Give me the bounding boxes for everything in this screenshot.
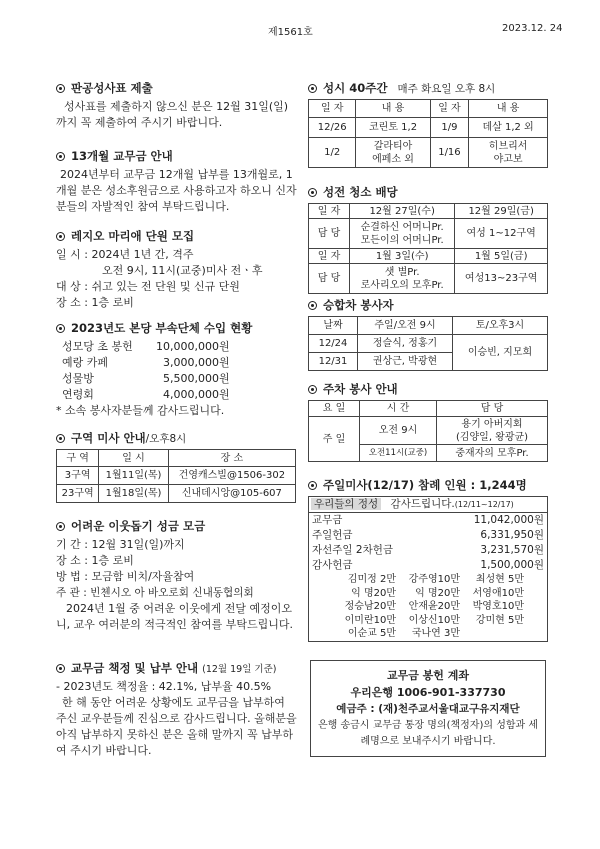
bullet-icon — [308, 385, 317, 394]
table-header: 토/오후3시 — [453, 317, 548, 335]
kitchen-section — [308, 381, 548, 462]
account-title: 교무금 봉헌 계좌 — [386, 669, 470, 682]
bullet-icon — [56, 434, 65, 443]
donor-row: 익 명20만 익 명20만 서영애10만 — [351, 587, 524, 599]
table-row: 1/2 갈라티아 에페소 외 1/16 히브리서 야고보 — [309, 138, 548, 168]
offering-box — [308, 496, 548, 642]
legion-section — [56, 228, 298, 311]
donor-list — [312, 573, 544, 641]
table-header: 일 자 — [430, 100, 469, 118]
table-header: 내 용 — [469, 100, 548, 118]
tithe-rate: - 2023년도 책정율 : 42.1%, 납부율 40.5% — [56, 680, 272, 693]
visit-section — [308, 184, 548, 294]
altar-table — [308, 316, 548, 371]
revenue-row: 연령회 4,000,000원 — [62, 388, 230, 401]
account-number: 우리은행 1006-901-337730 — [350, 686, 506, 699]
bullet-icon — [56, 84, 65, 93]
offering-row: 교무금 11,042,000원 — [312, 514, 544, 526]
table-header: 날짜 — [309, 317, 358, 335]
revenue-row: 성물방 5,500,000원 — [62, 372, 230, 385]
issue-date: 2023.12. 24 — [502, 23, 563, 34]
table-header: 일 시 — [99, 450, 168, 467]
offering-row: 감사헌금 1,500,000원 — [312, 559, 544, 571]
bullet-icon — [308, 84, 317, 93]
tithe-section — [56, 660, 298, 759]
tithe-title: 교무금 책정 및 납부 안내 (12월 19일 기준) — [56, 660, 298, 676]
charity-title: 어려운 이웃돕기 성금 모금 — [56, 518, 298, 534]
legion-line: 대 상 : 쉬고 있는 전 단원 및 신규 단원 — [56, 280, 240, 293]
bullet-icon — [56, 232, 65, 241]
account-box — [310, 660, 546, 757]
offering-row: 주일헌금 6,331,950원 — [312, 529, 544, 541]
bullet-icon — [56, 664, 65, 673]
revenue-note: * 소속 봉사자분들께 감사드립니다. — [56, 404, 225, 417]
holy-hour-table — [308, 99, 548, 168]
month13-title: 13개월 교무금 안내 — [56, 148, 298, 164]
table-row: 담 당 순결하신 어머니Pr. 모든이의 어머니Pr. 여성 1~12구역 — [309, 219, 548, 249]
tithe-body: 한 해 동안 어려운 상황에도 교무금을 납부하여 주신 교우분들께 진심으로 감사드립니다. 올해분을 아직 납부하지 못하신 분은 올해 말까지 꼭 납부하여 주시기 바랍니다. — [56, 696, 297, 757]
table-header: 일 자 — [309, 100, 356, 118]
kitchen-title: 주차 봉사 안내 — [308, 381, 548, 397]
table-row: 12/31 권상근, 박광현 — [309, 353, 548, 371]
bullet-icon — [56, 522, 65, 531]
donor-row: 정승남20만 안재윤20만 박영호10만 — [344, 601, 524, 612]
table-header: 요 일 — [309, 401, 360, 417]
bullet-icon — [308, 481, 317, 490]
table-row: 23구역 1월18일(목) 신내데시앙@105-607 — [57, 485, 296, 503]
donor-row: 이순교 5만 국나연 3만 — [347, 628, 460, 639]
altar-title: 승합차 봉사자 — [308, 297, 548, 313]
table-header: 시 간 — [360, 401, 437, 417]
holy-hour-title: 성시 40주간 매주 화요일 오후 8시 — [308, 80, 548, 96]
table-row: 12/24 정슬식, 정홍기 이승빈, 지모희 — [309, 335, 548, 353]
census-body: 성사표를 제출하지 않으신 분은 12월 31일(일)까지 꼭 제출하여 주시기 바랍니다. — [56, 100, 289, 129]
legion-line: 일 시 : 2024년 1년 간, 격주 — [56, 248, 194, 261]
offering-row: 자선주일 2차헌금 3,231,570원 — [312, 544, 544, 556]
attendance-title: 주일미사(12/17) 참례 인원 : 1,244명 — [308, 477, 548, 493]
table-row: 일 자 1월 3일(수) 1월 5일(금) — [309, 249, 548, 264]
table-header: 담 당 — [437, 401, 548, 417]
legion-line: 장 소 : 1층 로비 — [56, 296, 134, 309]
kitchen-table — [308, 400, 548, 462]
month13-section — [56, 148, 298, 215]
charity-line: 방 법 : 모금함 비치/자율참여 — [56, 570, 195, 583]
offering-header: 우리들의 정성 감사드립니다.(12/11~12/17) — [309, 497, 547, 513]
visit-title: 성전 청소 배당 — [308, 184, 548, 200]
account-holder: 예금주 : (재)천주교서울대교구유지재단 — [336, 703, 520, 715]
revenue-row: 성모당 초 봉헌 10,000,000원 — [62, 340, 230, 353]
bullet-icon — [56, 152, 65, 161]
altar-section — [308, 297, 548, 371]
visit-table — [308, 203, 548, 294]
census-section — [56, 80, 298, 131]
charity-line: 장 소 : 1층 로비 — [56, 554, 134, 567]
table-row: 일 자 12월 27일(수) 12월 29일(금) — [309, 204, 548, 219]
donor-row: 이미란10만 이상신10만 강미현 5만 — [344, 614, 524, 626]
month13-body: 2024년부터 교무금 12개월 납부를 13개월로, 1개월 분은 성소후원금으로 사용하고자 하오니 신자분들의 자발적인 참여 부탁드립니다. — [56, 168, 297, 213]
revenue-section — [56, 320, 298, 419]
table-row: 주 일 오전 9시 용기 아버지회 (김양일, 왕광균) — [309, 417, 548, 445]
table-header: 장 소 — [168, 450, 295, 467]
charity-body: 2024년 1월 중 어려운 이웃에게 전달 예정이오니, 교우 여러분의 적극적인 참여를 부탁드립니다. — [56, 602, 293, 631]
bullet-icon — [56, 324, 65, 333]
charity-line: 주 관 : 빈첸시오 아 바오로회 신내동협의회 — [56, 587, 254, 599]
table-row: 12/26 코린토 1,2 1/9 데살 1,2 외 — [309, 118, 548, 138]
district-mass-table — [56, 449, 296, 503]
table-row: 오전11시(교중) 중재자의 모후Pr. — [309, 445, 548, 462]
account-note: 은행 송금시 교무금 통장 명의(책정자)의 성함과 세례명으로 보내주시기 바랍니다. — [317, 720, 539, 747]
district-mass-title: 구역 미사 안내/오후8시 — [56, 430, 298, 446]
attendance-section — [308, 477, 548, 642]
table-header: 구 역 — [57, 450, 99, 467]
table-row: 3구역 1월11일(목) 건영캐스빌@1506-302 — [57, 467, 296, 485]
table-header: 주일/오전 9시 — [358, 317, 453, 335]
bullet-icon — [308, 301, 317, 310]
table-header: 내 용 — [356, 100, 430, 118]
table-row: 담 당 샛 별Pr. 로사리오의 모후Pr. 여성13~23구역 — [309, 264, 548, 294]
charity-line: 기 간 : 12월 31일(일)까지 — [56, 538, 185, 551]
charity-section — [56, 518, 298, 633]
bullet-icon — [308, 188, 317, 197]
legion-title: 레지오 마리애 단원 모집 — [56, 228, 298, 244]
revenue-row: 예랑 카페 3,000,000원 — [62, 356, 230, 369]
holy-hour-section — [308, 80, 548, 168]
census-title: 판공성사표 제출 — [56, 80, 298, 96]
revenue-title: 2023년도 본당 부속단체 수입 현황 — [56, 320, 298, 336]
issue-number: 제1561호 — [268, 27, 313, 38]
legion-line: 오전 9시, 11시(교중)미사 전ㆍ후 — [102, 264, 263, 277]
donor-row: 김미정 2만 강주영10만 최성현 5만 — [347, 574, 524, 585]
district-mass-section — [56, 430, 298, 503]
